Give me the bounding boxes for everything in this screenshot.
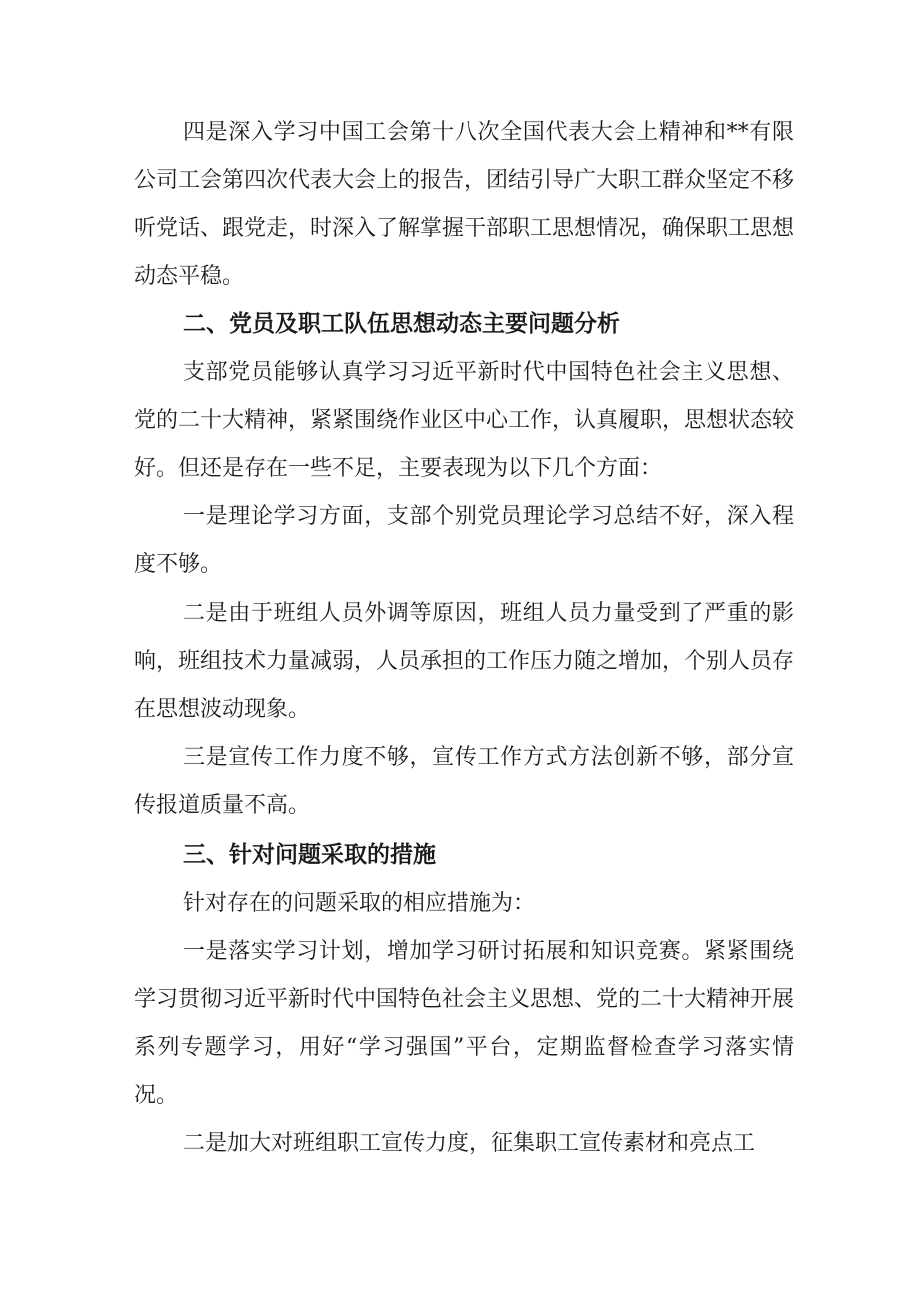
section-heading-three: 三、针对问题采取的措施 (183, 842, 436, 868)
paragraph-theory-study: 一是理论学习方面，支部个别党员理论学习总结不好，深入程度不够。 (134, 504, 794, 577)
paragraph-measures-intro: 针对存在的问题采取的相应措施为： (183, 891, 536, 916)
section-heading-two: 二、党员及职工队伍思想动态主要问题分析 (183, 311, 620, 337)
paragraph-publicity-effort: 二是加大对班组职工宣传力度，征集职工宣传素材和亮点工 (183, 1131, 756, 1156)
paragraph-team-staff: 二是由于班组人员外调等原因，班组人员力量受到了严重的影响，班组技术力量减弱，人员承担的工作压力随之增加，个别人员存在思想波动现象。 (134, 601, 795, 722)
paragraph-publicity: 三是宣传工作力度不够，宣传工作方式方法创新不够，部分宣传报道质量不高。 (134, 745, 794, 818)
paragraph-branch-members: 支部党员能够认真学习习近平新时代中国特色社会主义思想、党的二十大精神，紧紧围绕作业区中心工作，认真履职，思想状态较好。但还是存在一些不足，主要表现为以下几个方面： (134, 360, 795, 481)
paragraph-study-plan: 一是落实学习计划，增加学习研讨拓展和知识竞赛。紧紧围绕学习贯彻习近平新时代中国特色社会主义思想、党的二十大精神开展系列专题学习，用好“学习强国”平台，定期监督检查学习落实情况。 (134, 939, 795, 1108)
paragraph-four-is: 四是深入学习中国工会第十八次全国代表大会上精神和**有限公司工会第四次代表大会上的报告，团结引导广大职工群众坚定不移听党话、跟党走，时深入了解掌握干部职工思想情况，确保职工思想动态平稳。 (134, 120, 795, 289)
